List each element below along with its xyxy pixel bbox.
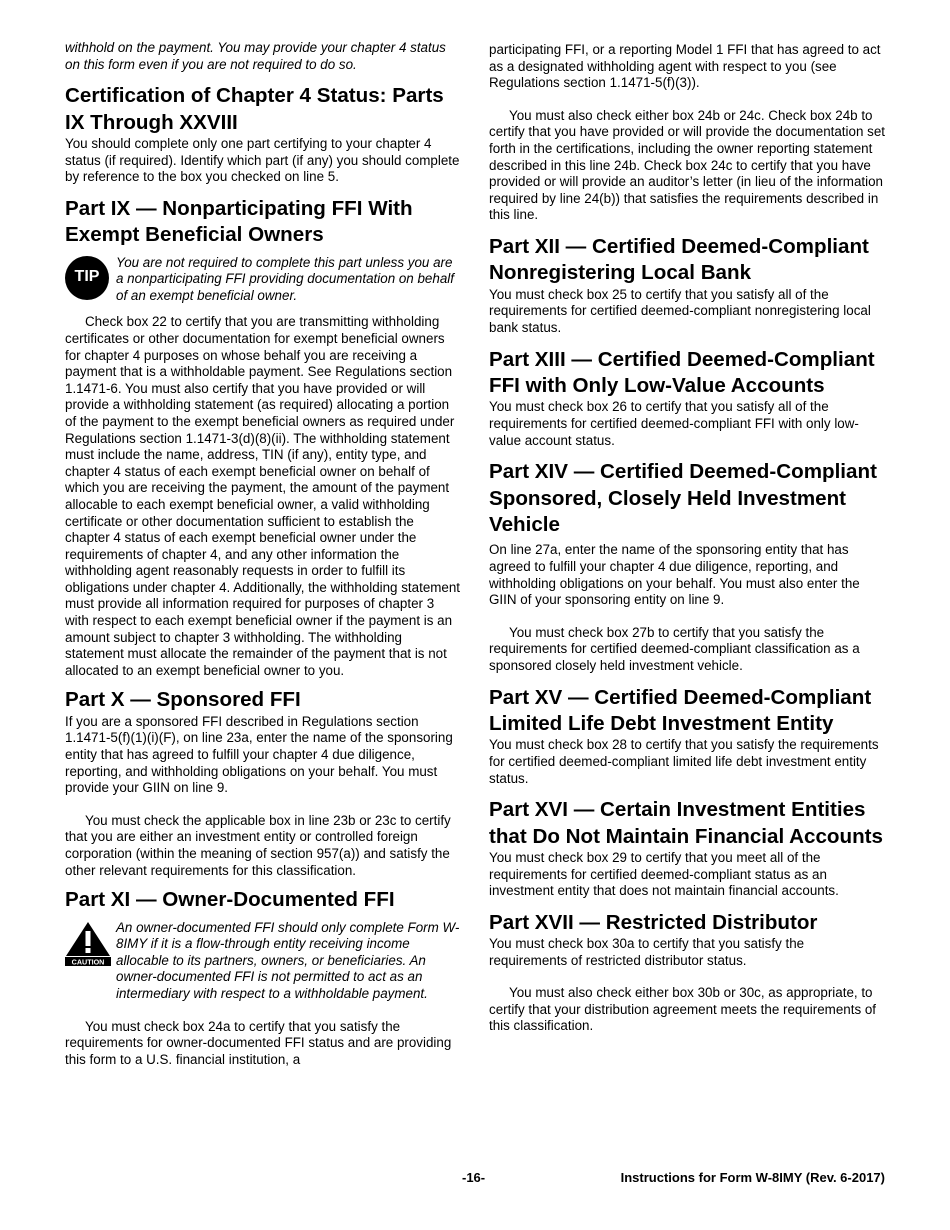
caution-text: An owner-documented FFI should only complete Form W-8IMY if it is a flow-through entity receiving income allocable to its partners, owners, or beneficiaries. An owner-documented FFI is not permitted to act as an intermediary with respect to a withholdable payment. [116,919,460,1001]
left-column [65,40,461,1068]
tip-label: TIP [74,268,100,286]
page-footer [0,1170,950,1188]
part16-heading: Part XVI — Certain Investment Entities that Do Not Maintain Financial Accounts [489,798,883,848]
cert-heading: Certification of Chapter 4 Status: Parts IX Through XXVIII [65,84,444,134]
page-number: -16- [462,1170,486,1185]
intro-text: withhold on the payment. You may provide your chapter 4 status on this form even if you are not required to do so. [65,40,446,72]
caution-note [65,920,461,1003]
part14-text-2: You must check box 27b to certify that you satisfy the requirements for certified deemed-compliant classification as a sponsored closely held investment vehicle. [489,624,860,673]
part12-text: You must check box 25 to certify that you satisfy all of the requirements for certified deemed-compliant nonregistering local bank status. [489,286,871,335]
part14-heading: Part XIV — Certified Deemed-Compliant Sponsored, Closely Held Investment Vehicle [489,460,877,536]
caution-label: CAUTION [71,957,105,966]
part17-heading: Part XVII — Restricted Distributor [489,910,818,934]
footer-title: Instructions for Form W-8IMY (Rev. 6-2017) [620,1170,885,1185]
part11-heading: Part XI — Owner-Documented FFI [65,888,395,912]
caution-icon [65,920,111,966]
tip-text: You are not required to complete this part unless you are a nonparticipating FFI providing documentation on behalf of an exempt beneficial owner. [116,254,454,303]
part13-heading: Part XIII — Certified Deemed-Compliant FFI with Only Low-Value Accounts [489,347,875,397]
part17-text-2: You must also check either box 30b or 30c, as appropriate, to certify that your distribution agreement meets the requirements of this classification. [489,985,877,1034]
part17-text-1: You must check box 30a to certify that you satisfy the requirements of restricted distributor status. [489,936,805,968]
part13-text: You must check box 26 to certify that you satisfy all of the requirements for certified deemed-compliant FFI with only low-value account status. [489,399,859,448]
box24-text: You must also check either box 24b or 24c. Check box 24b to certify that you have provided or will provide the documentation set forth in the certifications, including the owner reporting statement described in this line 24b. Check box 24c to certify that you have provided or will provide an auditor’s letter (in lieu of the information required by line 24(b)) that satisfies the requirements described in this line. [489,107,885,223]
part10-text-2: You must check the applicable box in line 23b or 23c to certify that you are either an investment entity or controlled foreign corporation (within the meaning of section 957(a)) and satisfy the other relevant requirements for this classification. [65,812,451,878]
part10-text-1: If you are a sponsored FFI described in Regulations section 1.1471-5(f)(1)(i)(F), on line 23a, enter the name of the sponsoring entity that has agreed to fulfill your chapter 4 due diligence, reporting, and withholding obligations on your behalf. You must provide your GIIN on line 9. [65,713,453,796]
part15-text: You must check box 28 to certify that you satisfy the requirements for certified deemed-compliant limited life debt investment entity status. [489,737,879,786]
right-column [489,42,885,1035]
continued-text: participating FFI, or a reporting Model 1 FFI that has agreed to act as a designated withholding agent with respect to you (see Regulations section 1.1471-5(f)(3)). [489,42,881,91]
cert-text: You should complete only one part certifying to your chapter 4 status (if required). Identify which part (if any) you should complete by reference to the box you checked on line 5. [65,136,460,185]
part12-heading: Part XII — Certified Deemed-Compliant Nonregistering Local Bank [489,234,869,285]
part14-text-1: On line 27a, enter the name of the sponsoring entity that has agreed to fulfill your chapter 4 due diligence, reporting, and withholding obligations on your behalf. You must also enter the GIIN of your sponsoring entity on line 9. [489,542,860,608]
part16-text: You must check box 29 to certify that you meet all of the requirements for certified deemed-compliant status as an investment entity that does not maintain financial accounts. [489,849,839,899]
tip-note [65,255,461,305]
part10-heading: Part X — Sponsored FFI [65,688,301,712]
tip-icon [65,256,109,300]
part9-text: Check box 22 to certify that you are transmitting withholding certificates or other documentation for exempt beneficial owners for chapter 4 purposes on whose behalf you are receiving a payment that is a withholdable payment. See Regulations section 1.1471-6. You must also certify that you have provided or will provide a withholding statement (as required) allocating a portion of the payment to the exempt beneficial owners as required under Regulations section 1.1471-3(d)(8)(ii). The withholding statement must include the name, address, TIN (if any), entity type, and chapter 4 status of each exempt beneficial owner on behalf of which you are receiving the payment, the amount of the payment allocable to each exempt beneficial owner, a valid withholding certificate or other documentation sufficient to establish the chapter 4 status of each exempt beneficial owner under the requirements of chapter 4, and any other information the withholding agent reasonably requests in order to fulfill its obligations under chapter 4. Additionally, the withholding statement must provide all information required for purposes of chapter 3 with respect to each exempt beneficial owner if the payment is an amount subject to chapter 3 withholding. The withholding statement must allocate the remainder of the payment that is not allocated to an exempt beneficial owner to you. [65,314,461,678]
part15-heading: Part XV — Certified Deemed-Compliant Limited Life Debt Investment Entity [489,685,872,735]
part11-text: You must check box 24a to certify that you satisfy the requirements for owner-documented FFI status and are providing this form to a U.S. financial institution, a [65,1018,452,1067]
part9-heading: Part IX — Nonparticipating FFI With Exempt Beneficial Owners [65,196,413,247]
